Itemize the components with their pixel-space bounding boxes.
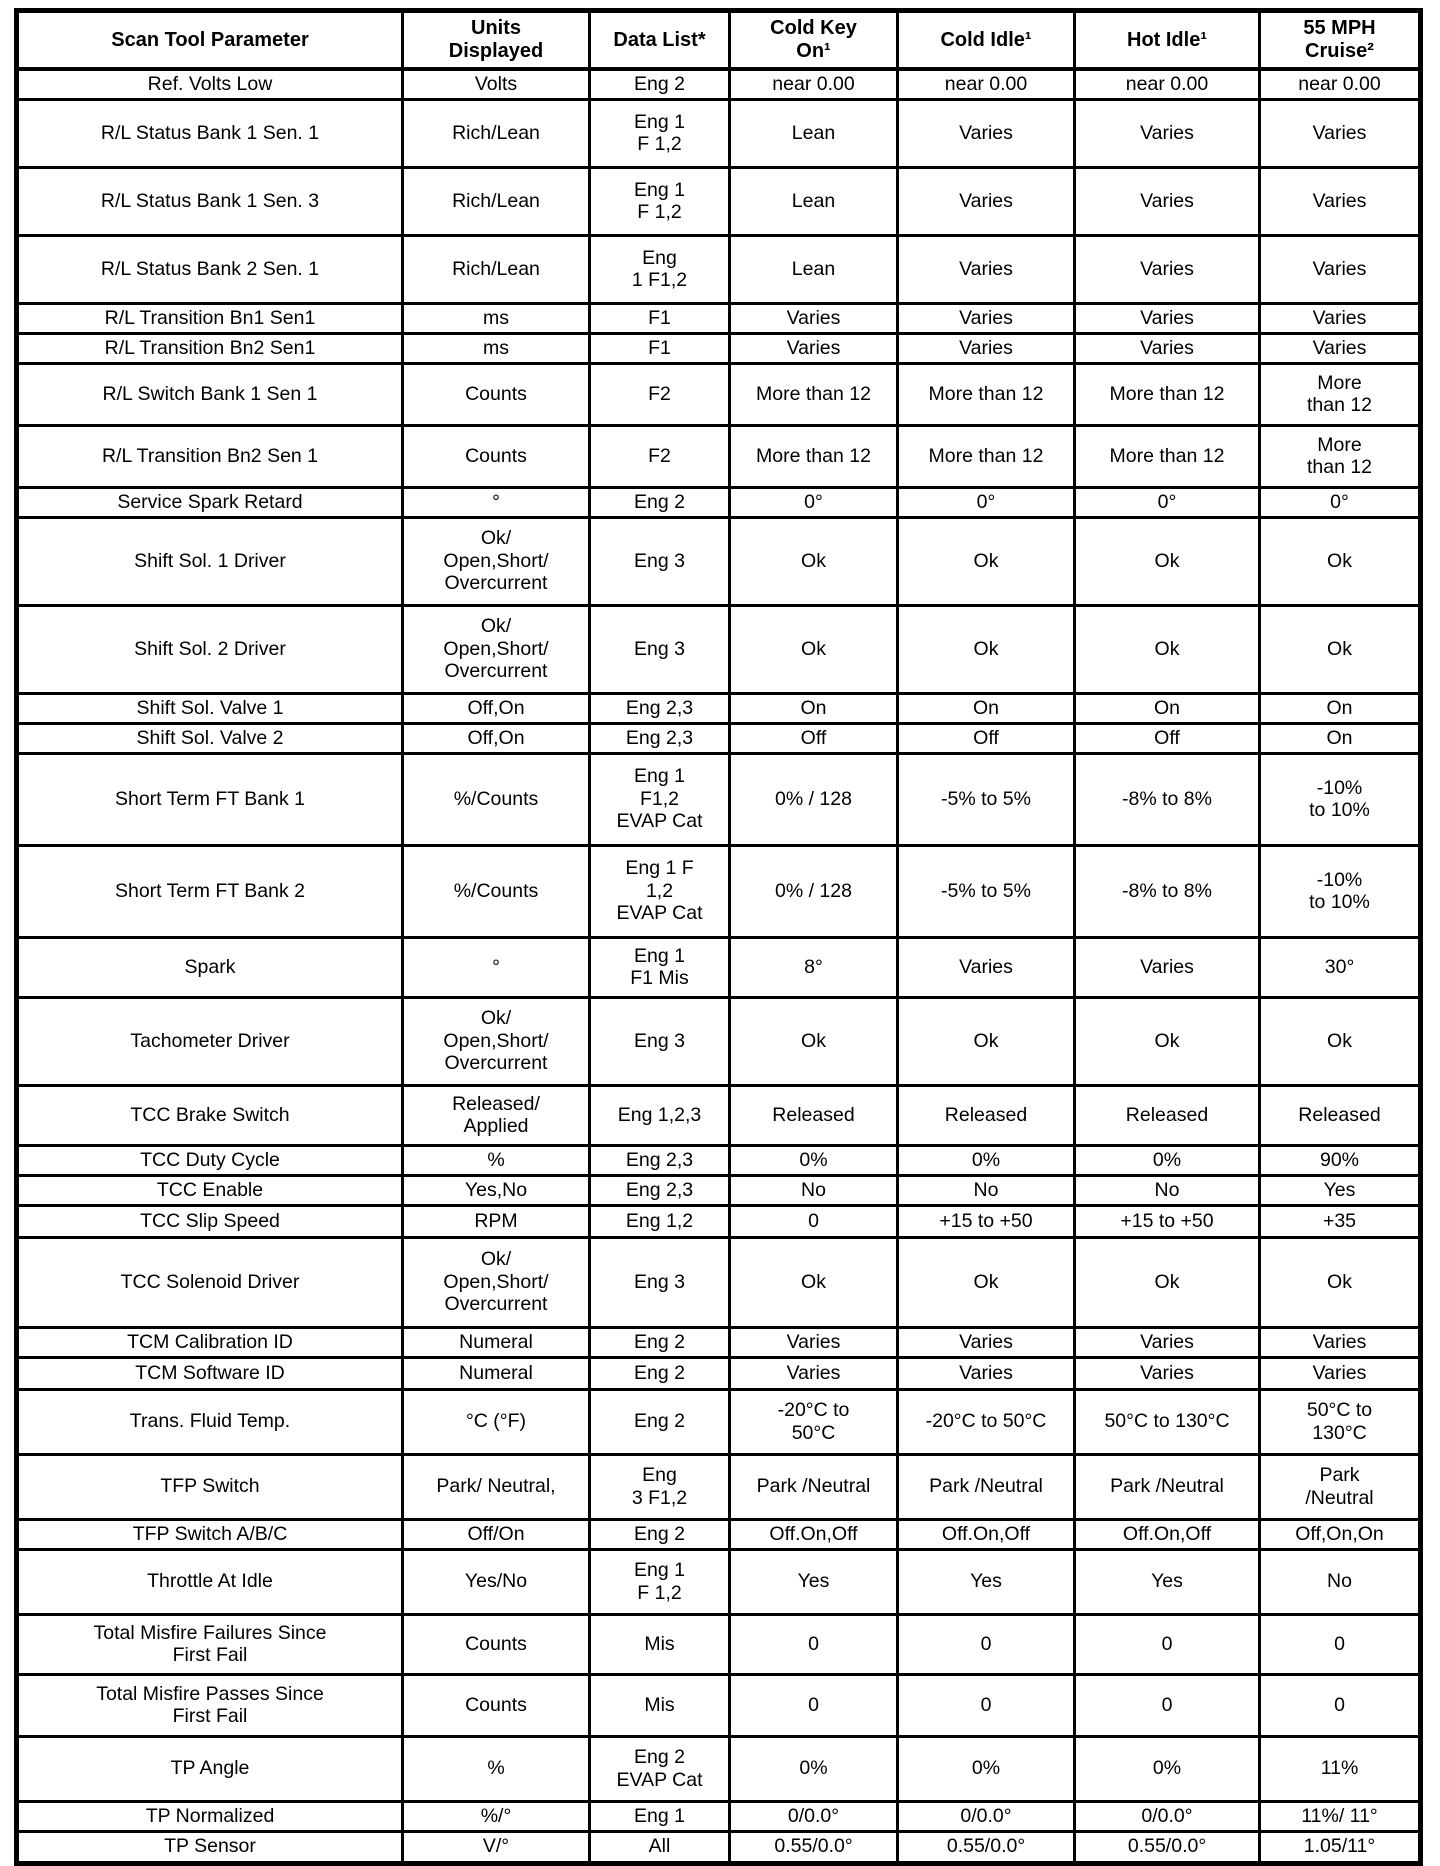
cell-units-displayed: Rich/Lean — [403, 167, 590, 235]
cell-55-mph-cruise: On — [1260, 693, 1421, 723]
cell-units-displayed: Park/ Neutral, — [403, 1454, 590, 1519]
column-header-scan-tool-parameter: Scan Tool Parameter — [17, 11, 403, 70]
cell-cold-idle: Ok — [898, 1237, 1075, 1327]
cell-parameter: TP Angle — [17, 1736, 403, 1801]
cell-cold-idle: Varies — [898, 1327, 1075, 1357]
cell-parameter: R/L Status Bank 1 Sen. 3 — [17, 167, 403, 235]
cell-cold-key-on: More than 12 — [730, 425, 898, 487]
cell-data-list: Eng 1 F1 Mis — [590, 937, 730, 997]
cell-hot-idle: Ok — [1075, 605, 1260, 693]
cell-cold-idle: Ok — [898, 997, 1075, 1085]
cell-data-list: Eng 1 F 1,2 — [590, 167, 730, 235]
cell-parameter: TCC Duty Cycle — [17, 1145, 403, 1175]
cell-cold-idle: 0/0.0° — [898, 1801, 1075, 1831]
table-row — [17, 1831, 1421, 1863]
scan-tool-parameter-table — [14, 8, 1423, 1866]
cell-55-mph-cruise: 0° — [1260, 487, 1421, 517]
cell-55-mph-cruise: More than 12 — [1260, 363, 1421, 425]
cell-units-displayed: ms — [403, 333, 590, 363]
cell-cold-idle: Varies — [898, 235, 1075, 303]
cell-parameter: TFP Switch — [17, 1454, 403, 1519]
cell-hot-idle: Varies — [1075, 167, 1260, 235]
cell-data-list: Eng 1 — [590, 1801, 730, 1831]
cell-cold-key-on: 0° — [730, 487, 898, 517]
cell-parameter: Tachometer Driver — [17, 997, 403, 1085]
cell-cold-key-on: Varies — [730, 1357, 898, 1389]
cell-parameter: R/L Transition Bn1 Sen1 — [17, 303, 403, 333]
cell-units-displayed: Volts — [403, 69, 590, 99]
cell-data-list: Eng 1 F 1,2 — [590, 99, 730, 167]
cell-hot-idle: Varies — [1075, 937, 1260, 997]
cell-parameter: R/L Transition Bn2 Sen1 — [17, 333, 403, 363]
cell-parameter: Trans. Fluid Temp. — [17, 1389, 403, 1454]
cell-cold-key-on: 0.55/0.0° — [730, 1831, 898, 1863]
cell-55-mph-cruise: Varies — [1260, 99, 1421, 167]
cell-data-list: Eng 1,2,3 — [590, 1085, 730, 1145]
cell-units-displayed: Counts — [403, 1674, 590, 1736]
table-row — [17, 517, 1421, 605]
cell-data-list: F2 — [590, 425, 730, 487]
cell-hot-idle: Varies — [1075, 333, 1260, 363]
cell-hot-idle: 0° — [1075, 487, 1260, 517]
cell-units-displayed: % — [403, 1736, 590, 1801]
cell-hot-idle: Ok — [1075, 517, 1260, 605]
cell-55-mph-cruise: 90% — [1260, 1145, 1421, 1175]
cell-cold-idle: 0° — [898, 487, 1075, 517]
cell-parameter: TP Normalized — [17, 1801, 403, 1831]
cell-hot-idle: More than 12 — [1075, 363, 1260, 425]
cell-data-list: Eng 3 F1,2 — [590, 1454, 730, 1519]
cell-parameter: Ref. Volts Low — [17, 69, 403, 99]
table-row — [17, 605, 1421, 693]
cell-cold-key-on: Lean — [730, 167, 898, 235]
cell-55-mph-cruise: Released — [1260, 1085, 1421, 1145]
cell-cold-idle: Varies — [898, 937, 1075, 997]
cell-units-displayed: %/Counts — [403, 845, 590, 937]
table-row — [17, 167, 1421, 235]
cell-cold-idle: 0% — [898, 1145, 1075, 1175]
cell-parameter: Service Spark Retard — [17, 487, 403, 517]
cell-data-list: Eng 2 — [590, 1327, 730, 1357]
cell-data-list: Eng 3 — [590, 517, 730, 605]
cell-parameter: TCM Software ID — [17, 1357, 403, 1389]
column-header-data-list: Data List* — [590, 11, 730, 70]
cell-hot-idle: Park /Neutral — [1075, 1454, 1260, 1519]
table-row — [17, 845, 1421, 937]
cell-cold-key-on: Released — [730, 1085, 898, 1145]
cell-data-list: Eng 2,3 — [590, 723, 730, 753]
cell-units-displayed: Counts — [403, 425, 590, 487]
cell-cold-key-on: 0/0.0° — [730, 1801, 898, 1831]
cell-hot-idle: +15 to +50 — [1075, 1205, 1260, 1237]
cell-parameter: Shift Sol. Valve 2 — [17, 723, 403, 753]
cell-cold-idle: Park /Neutral — [898, 1454, 1075, 1519]
cell-55-mph-cruise: +35 — [1260, 1205, 1421, 1237]
cell-cold-idle: More than 12 — [898, 425, 1075, 487]
cell-units-displayed: Numeral — [403, 1327, 590, 1357]
cell-hot-idle: Varies — [1075, 1357, 1260, 1389]
cell-55-mph-cruise: Varies — [1260, 1357, 1421, 1389]
cell-cold-idle: -5% to 5% — [898, 753, 1075, 845]
cell-cold-idle: Varies — [898, 303, 1075, 333]
cell-units-displayed: V/° — [403, 1831, 590, 1863]
cell-data-list: Eng 3 — [590, 1237, 730, 1327]
cell-cold-key-on: On — [730, 693, 898, 723]
table-row — [17, 1175, 1421, 1205]
cell-55-mph-cruise: -10% to 10% — [1260, 753, 1421, 845]
cell-cold-key-on: Ok — [730, 605, 898, 693]
cell-units-displayed: Released/ Applied — [403, 1085, 590, 1145]
cell-55-mph-cruise: 50°C to 130°C — [1260, 1389, 1421, 1454]
cell-cold-idle: On — [898, 693, 1075, 723]
cell-55-mph-cruise: Varies — [1260, 235, 1421, 303]
cell-data-list: Eng 2 — [590, 487, 730, 517]
cell-cold-key-on: 8° — [730, 937, 898, 997]
cell-data-list: Eng 2,3 — [590, 1175, 730, 1205]
column-header-cold-key-on: Cold Key On¹ — [730, 11, 898, 70]
cell-55-mph-cruise: Ok — [1260, 605, 1421, 693]
cell-data-list: Mis — [590, 1614, 730, 1674]
cell-cold-idle: 0 — [898, 1614, 1075, 1674]
cell-units-displayed: Off,On — [403, 693, 590, 723]
cell-units-displayed: Rich/Lean — [403, 99, 590, 167]
cell-hot-idle: 0.55/0.0° — [1075, 1831, 1260, 1863]
cell-data-list: Eng 2 — [590, 1357, 730, 1389]
cell-55-mph-cruise: Park /Neutral — [1260, 1454, 1421, 1519]
cell-parameter: TCC Solenoid Driver — [17, 1237, 403, 1327]
cell-parameter: Shift Sol. 2 Driver — [17, 605, 403, 693]
cell-55-mph-cruise: 11%/ 11° — [1260, 1801, 1421, 1831]
cell-55-mph-cruise: Ok — [1260, 997, 1421, 1085]
cell-parameter: Spark — [17, 937, 403, 997]
cell-cold-idle: 0% — [898, 1736, 1075, 1801]
header-row — [17, 11, 1421, 70]
cell-cold-idle: Varies — [898, 333, 1075, 363]
table-row — [17, 99, 1421, 167]
table-row — [17, 937, 1421, 997]
cell-cold-key-on: Lean — [730, 235, 898, 303]
table-row — [17, 1614, 1421, 1674]
cell-units-displayed: Ok/ Open,Short/ Overcurrent — [403, 517, 590, 605]
cell-cold-key-on: More than 12 — [730, 363, 898, 425]
cell-data-list: Eng 2 — [590, 1389, 730, 1454]
cell-cold-idle: -20°C to 50°C — [898, 1389, 1075, 1454]
cell-55-mph-cruise: 0 — [1260, 1674, 1421, 1736]
table-row — [17, 1389, 1421, 1454]
cell-data-list: Eng 2,3 — [590, 693, 730, 723]
cell-cold-key-on: 0% — [730, 1736, 898, 1801]
cell-units-displayed: Numeral — [403, 1357, 590, 1389]
cell-cold-key-on: near 0.00 — [730, 69, 898, 99]
cell-hot-idle: Varies — [1075, 1327, 1260, 1357]
cell-cold-idle: -5% to 5% — [898, 845, 1075, 937]
cell-hot-idle: Varies — [1075, 303, 1260, 333]
cell-hot-idle: On — [1075, 693, 1260, 723]
table-row — [17, 303, 1421, 333]
cell-55-mph-cruise: No — [1260, 1549, 1421, 1614]
cell-55-mph-cruise: On — [1260, 723, 1421, 753]
cell-cold-key-on: No — [730, 1175, 898, 1205]
cell-55-mph-cruise: Ok — [1260, 1237, 1421, 1327]
cell-cold-key-on: 0 — [730, 1205, 898, 1237]
cell-data-list: Eng 2,3 — [590, 1145, 730, 1175]
cell-data-list: Eng 1 F1,2 — [590, 235, 730, 303]
cell-55-mph-cruise: Varies — [1260, 333, 1421, 363]
cell-cold-idle: Off.On,Off — [898, 1519, 1075, 1549]
cell-units-displayed: Yes/No — [403, 1549, 590, 1614]
cell-units-displayed: Off,On — [403, 723, 590, 753]
cell-55-mph-cruise: 30° — [1260, 937, 1421, 997]
cell-hot-idle: Varies — [1075, 235, 1260, 303]
cell-parameter: TCC Enable — [17, 1175, 403, 1205]
cell-parameter: TP Sensor — [17, 1831, 403, 1863]
cell-units-displayed: % — [403, 1145, 590, 1175]
cell-hot-idle: 50°C to 130°C — [1075, 1389, 1260, 1454]
cell-parameter: R/L Transition Bn2 Sen 1 — [17, 425, 403, 487]
cell-units-displayed: Ok/ Open,Short/ Overcurrent — [403, 997, 590, 1085]
cell-data-list: Eng 1 F 1,2 — [590, 1549, 730, 1614]
cell-cold-key-on: Off.On,Off — [730, 1519, 898, 1549]
cell-units-displayed: RPM — [403, 1205, 590, 1237]
table-row — [17, 1357, 1421, 1389]
cell-cold-key-on: -20°C to 50°C — [730, 1389, 898, 1454]
cell-hot-idle: near 0.00 — [1075, 69, 1260, 99]
cell-cold-idle: Yes — [898, 1549, 1075, 1614]
table-row — [17, 1519, 1421, 1549]
table-row — [17, 753, 1421, 845]
cell-units-displayed: %/° — [403, 1801, 590, 1831]
cell-data-list: Eng 1 F1,2 EVAP Cat — [590, 753, 730, 845]
table-row — [17, 1205, 1421, 1237]
column-header-55-mph-cruise: 55 MPH Cruise² — [1260, 11, 1421, 70]
cell-hot-idle: Released — [1075, 1085, 1260, 1145]
cell-units-displayed: Rich/Lean — [403, 235, 590, 303]
cell-parameter: Shift Sol. 1 Driver — [17, 517, 403, 605]
cell-55-mph-cruise: Varies — [1260, 1327, 1421, 1357]
cell-units-displayed: Ok/ Open,Short/ Overcurrent — [403, 1237, 590, 1327]
cell-55-mph-cruise: Ok — [1260, 517, 1421, 605]
table-row — [17, 723, 1421, 753]
cell-data-list: Eng 3 — [590, 605, 730, 693]
cell-units-displayed: Ok/ Open,Short/ Overcurrent — [403, 605, 590, 693]
cell-cold-key-on: 0 — [730, 1674, 898, 1736]
cell-parameter: R/L Switch Bank 1 Sen 1 — [17, 363, 403, 425]
table-row — [17, 69, 1421, 99]
cell-hot-idle: Yes — [1075, 1549, 1260, 1614]
cell-parameter: R/L Status Bank 1 Sen. 1 — [17, 99, 403, 167]
cell-units-displayed: Counts — [403, 1614, 590, 1674]
cell-units-displayed: %/Counts — [403, 753, 590, 845]
cell-parameter: TFP Switch A/B/C — [17, 1519, 403, 1549]
cell-cold-idle: Ok — [898, 605, 1075, 693]
cell-cold-key-on: 0% / 128 — [730, 845, 898, 937]
cell-hot-idle: Ok — [1075, 1237, 1260, 1327]
table-row — [17, 333, 1421, 363]
cell-hot-idle: 0 — [1075, 1614, 1260, 1674]
cell-units-displayed: Off/On — [403, 1519, 590, 1549]
cell-hot-idle: 0% — [1075, 1145, 1260, 1175]
cell-cold-idle: +15 to +50 — [898, 1205, 1075, 1237]
cell-parameter: TCC Brake Switch — [17, 1085, 403, 1145]
cell-hot-idle: -8% to 8% — [1075, 845, 1260, 937]
cell-cold-key-on: Varies — [730, 1327, 898, 1357]
cell-units-displayed: Counts — [403, 363, 590, 425]
cell-data-list: F1 — [590, 303, 730, 333]
cell-data-list: Mis — [590, 1674, 730, 1736]
column-header-hot-idle: Hot Idle¹ — [1075, 11, 1260, 70]
cell-parameter: Total Misfire Failures Since First Fail — [17, 1614, 403, 1674]
cell-55-mph-cruise: 1.05/11° — [1260, 1831, 1421, 1863]
table-row — [17, 1327, 1421, 1357]
cell-parameter: Short Term FT Bank 1 — [17, 753, 403, 845]
cell-data-list: F2 — [590, 363, 730, 425]
cell-data-list: Eng 1 F 1,2 EVAP Cat — [590, 845, 730, 937]
cell-data-list: Eng 2 — [590, 69, 730, 99]
column-header-units-displayed: Units Displayed — [403, 11, 590, 70]
cell-hot-idle: 0/0.0° — [1075, 1801, 1260, 1831]
cell-parameter: TCC Slip Speed — [17, 1205, 403, 1237]
cell-cold-key-on: 0 — [730, 1614, 898, 1674]
cell-cold-key-on: Lean — [730, 99, 898, 167]
cell-55-mph-cruise: Varies — [1260, 167, 1421, 235]
cell-55-mph-cruise: Off,On,On — [1260, 1519, 1421, 1549]
table-row — [17, 363, 1421, 425]
table-row — [17, 487, 1421, 517]
table-row — [17, 1454, 1421, 1519]
table-row — [17, 235, 1421, 303]
table-row — [17, 1674, 1421, 1736]
cell-data-list: Eng 2 EVAP Cat — [590, 1736, 730, 1801]
cell-55-mph-cruise: More than 12 — [1260, 425, 1421, 487]
column-header-cold-idle: Cold Idle¹ — [898, 11, 1075, 70]
cell-hot-idle: Off.On,Off — [1075, 1519, 1260, 1549]
cell-cold-key-on: 0% — [730, 1145, 898, 1175]
cell-units-displayed: Yes,No — [403, 1175, 590, 1205]
cell-cold-idle: More than 12 — [898, 363, 1075, 425]
cell-parameter: R/L Status Bank 2 Sen. 1 — [17, 235, 403, 303]
table-row — [17, 1801, 1421, 1831]
cell-hot-idle: 0% — [1075, 1736, 1260, 1801]
cell-55-mph-cruise: 0 — [1260, 1614, 1421, 1674]
cell-parameter: Throttle At Idle — [17, 1549, 403, 1614]
cell-55-mph-cruise: -10% to 10% — [1260, 845, 1421, 937]
cell-parameter: Short Term FT Bank 2 — [17, 845, 403, 937]
cell-cold-idle: Off — [898, 723, 1075, 753]
cell-parameter: TCM Calibration ID — [17, 1327, 403, 1357]
cell-cold-key-on: 0% / 128 — [730, 753, 898, 845]
cell-cold-key-on: Varies — [730, 303, 898, 333]
cell-hot-idle: More than 12 — [1075, 425, 1260, 487]
cell-cold-idle: 0.55/0.0° — [898, 1831, 1075, 1863]
cell-cold-idle: Varies — [898, 1357, 1075, 1389]
cell-data-list: F1 — [590, 333, 730, 363]
cell-hot-idle: Off — [1075, 723, 1260, 753]
cell-cold-key-on: Varies — [730, 333, 898, 363]
table-row — [17, 1145, 1421, 1175]
cell-units-displayed: ° — [403, 487, 590, 517]
cell-hot-idle: 0 — [1075, 1674, 1260, 1736]
cell-units-displayed: ms — [403, 303, 590, 333]
cell-cold-key-on: Ok — [730, 517, 898, 605]
cell-cold-idle: 0 — [898, 1674, 1075, 1736]
cell-cold-idle: near 0.00 — [898, 69, 1075, 99]
cell-data-list: Eng 3 — [590, 997, 730, 1085]
cell-units-displayed: °C (°F) — [403, 1389, 590, 1454]
cell-cold-idle: Released — [898, 1085, 1075, 1145]
cell-hot-idle: -8% to 8% — [1075, 753, 1260, 845]
cell-55-mph-cruise: Yes — [1260, 1175, 1421, 1205]
cell-data-list: Eng 2 — [590, 1519, 730, 1549]
table-row — [17, 1237, 1421, 1327]
cell-cold-idle: No — [898, 1175, 1075, 1205]
cell-cold-key-on: Ok — [730, 1237, 898, 1327]
cell-hot-idle: Ok — [1075, 997, 1260, 1085]
cell-parameter: Shift Sol. Valve 1 — [17, 693, 403, 723]
table-row — [17, 1085, 1421, 1145]
cell-cold-key-on: Off — [730, 723, 898, 753]
cell-cold-key-on: Ok — [730, 997, 898, 1085]
cell-data-list: Eng 1,2 — [590, 1205, 730, 1237]
cell-55-mph-cruise: near 0.00 — [1260, 69, 1421, 99]
cell-55-mph-cruise: 11% — [1260, 1736, 1421, 1801]
cell-units-displayed: ° — [403, 937, 590, 997]
cell-hot-idle: No — [1075, 1175, 1260, 1205]
table-row — [17, 1549, 1421, 1614]
table-body — [17, 69, 1421, 1863]
table-row — [17, 1736, 1421, 1801]
table-row — [17, 425, 1421, 487]
cell-cold-idle: Ok — [898, 517, 1075, 605]
cell-hot-idle: Varies — [1075, 99, 1260, 167]
cell-data-list: All — [590, 1831, 730, 1863]
table-row — [17, 997, 1421, 1085]
cell-parameter: Total Misfire Passes Since First Fail — [17, 1674, 403, 1736]
cell-cold-key-on: Park /Neutral — [730, 1454, 898, 1519]
cell-cold-idle: Varies — [898, 167, 1075, 235]
cell-cold-idle: Varies — [898, 99, 1075, 167]
cell-55-mph-cruise: Varies — [1260, 303, 1421, 333]
table-header — [17, 11, 1421, 70]
table-row — [17, 693, 1421, 723]
cell-cold-key-on: Yes — [730, 1549, 898, 1614]
